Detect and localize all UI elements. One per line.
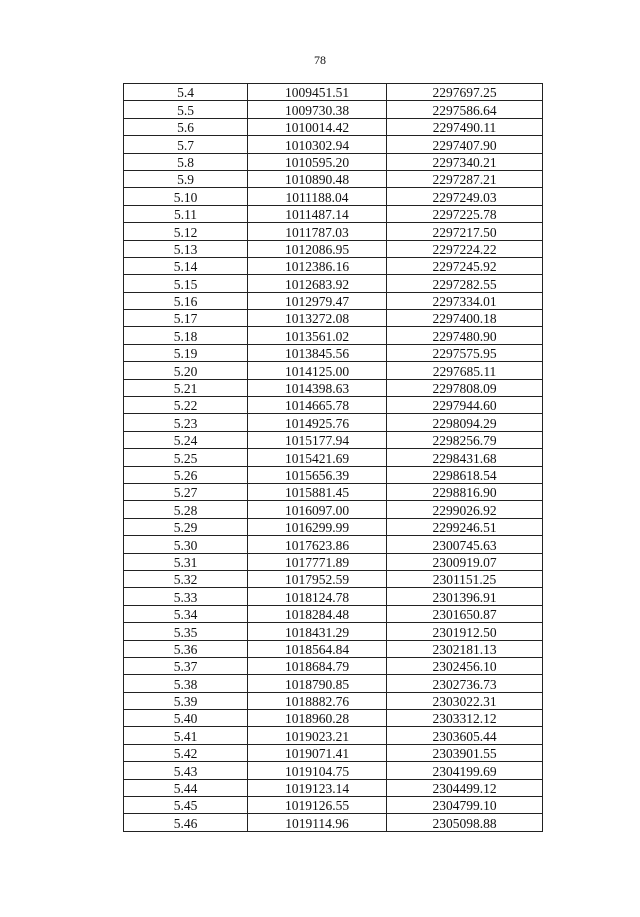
point-id-cell: 5.40 xyxy=(124,710,248,727)
point-id-cell: 5.30 xyxy=(124,536,248,553)
point-id-cell: 5.39 xyxy=(124,692,248,709)
table-row xyxy=(124,292,543,309)
y-coordinate-cell: 2298618.54 xyxy=(387,466,543,483)
point-id-cell: 5.18 xyxy=(124,327,248,344)
point-id-cell: 5.37 xyxy=(124,657,248,674)
x-coordinate-cell: 1014925.76 xyxy=(248,414,387,431)
table-row xyxy=(124,466,543,483)
y-coordinate-cell: 2297224.22 xyxy=(387,240,543,257)
table-row xyxy=(124,744,543,761)
table-row xyxy=(124,640,543,657)
table-row xyxy=(124,553,543,570)
point-id-cell: 5.46 xyxy=(124,814,248,831)
table-row xyxy=(124,257,543,274)
point-id-cell: 5.28 xyxy=(124,501,248,518)
x-coordinate-cell: 1010302.94 xyxy=(248,136,387,153)
y-coordinate-cell: 2297586.64 xyxy=(387,101,543,118)
x-coordinate-cell: 1018564.84 xyxy=(248,640,387,657)
point-id-cell: 5.34 xyxy=(124,605,248,622)
x-coordinate-cell: 1017771.89 xyxy=(248,553,387,570)
point-id-cell: 5.42 xyxy=(124,744,248,761)
x-coordinate-cell: 1015421.69 xyxy=(248,449,387,466)
x-coordinate-cell: 1015177.94 xyxy=(248,431,387,448)
x-coordinate-cell: 1010890.48 xyxy=(248,170,387,187)
x-coordinate-cell: 1012683.92 xyxy=(248,275,387,292)
point-id-cell: 5.33 xyxy=(124,588,248,605)
y-coordinate-cell: 2298816.90 xyxy=(387,483,543,500)
y-coordinate-cell: 2303022.31 xyxy=(387,692,543,709)
x-coordinate-cell: 1012979.47 xyxy=(248,292,387,309)
y-coordinate-cell: 2297249.03 xyxy=(387,188,543,205)
y-coordinate-cell: 2297685.11 xyxy=(387,362,543,379)
table-row xyxy=(124,657,543,674)
point-id-cell: 5.31 xyxy=(124,553,248,570)
point-id-cell: 5.17 xyxy=(124,310,248,327)
y-coordinate-cell: 2299026.92 xyxy=(387,501,543,518)
table-row xyxy=(124,240,543,257)
x-coordinate-cell: 1017952.59 xyxy=(248,570,387,587)
x-coordinate-cell: 1013561.02 xyxy=(248,327,387,344)
point-id-cell: 5.27 xyxy=(124,483,248,500)
table-row xyxy=(124,727,543,744)
point-id-cell: 5.43 xyxy=(124,762,248,779)
table-row xyxy=(124,310,543,327)
x-coordinate-cell: 1019071.41 xyxy=(248,744,387,761)
point-id-cell: 5.11 xyxy=(124,205,248,222)
y-coordinate-cell: 2303901.55 xyxy=(387,744,543,761)
x-coordinate-cell: 1019123.14 xyxy=(248,779,387,796)
y-coordinate-cell: 2300919.07 xyxy=(387,553,543,570)
table-row xyxy=(124,84,543,101)
table-row xyxy=(124,710,543,727)
point-id-cell: 5.20 xyxy=(124,362,248,379)
x-coordinate-cell: 1010014.42 xyxy=(248,118,387,135)
table-row xyxy=(124,223,543,240)
y-coordinate-cell: 2297575.95 xyxy=(387,344,543,361)
x-coordinate-cell: 1018882.76 xyxy=(248,692,387,709)
x-coordinate-cell: 1019114.96 xyxy=(248,814,387,831)
table-row xyxy=(124,588,543,605)
y-coordinate-cell: 2298094.29 xyxy=(387,414,543,431)
point-id-cell: 5.41 xyxy=(124,727,248,744)
table-row xyxy=(124,675,543,692)
x-coordinate-cell: 1013845.56 xyxy=(248,344,387,361)
table-row xyxy=(124,501,543,518)
x-coordinate-cell: 1018124.78 xyxy=(248,588,387,605)
table-row xyxy=(124,188,543,205)
point-id-cell: 5.35 xyxy=(124,623,248,640)
x-coordinate-cell: 1014665.78 xyxy=(248,397,387,414)
y-coordinate-cell: 2304499.12 xyxy=(387,779,543,796)
y-coordinate-cell: 2302456.10 xyxy=(387,657,543,674)
point-id-cell: 5.15 xyxy=(124,275,248,292)
point-id-cell: 5.9 xyxy=(124,170,248,187)
x-coordinate-cell: 1011487.14 xyxy=(248,205,387,222)
x-coordinate-cell: 1018960.28 xyxy=(248,710,387,727)
table-row xyxy=(124,397,543,414)
x-coordinate-cell: 1012386.16 xyxy=(248,257,387,274)
coordinates-table-body xyxy=(124,84,543,832)
table-row xyxy=(124,205,543,222)
table-row xyxy=(124,814,543,831)
point-id-cell: 5.6 xyxy=(124,118,248,135)
table-row xyxy=(124,570,543,587)
point-id-cell: 5.29 xyxy=(124,518,248,535)
table-row xyxy=(124,153,543,170)
y-coordinate-cell: 2297217.50 xyxy=(387,223,543,240)
x-coordinate-cell: 1014398.63 xyxy=(248,379,387,396)
table-row xyxy=(124,118,543,135)
x-coordinate-cell: 1013272.08 xyxy=(248,310,387,327)
y-coordinate-cell: 2297400.18 xyxy=(387,310,543,327)
x-coordinate-cell: 1017623.86 xyxy=(248,536,387,553)
table-row xyxy=(124,379,543,396)
y-coordinate-cell: 2301912.50 xyxy=(387,623,543,640)
y-coordinate-cell: 2297480.90 xyxy=(387,327,543,344)
x-coordinate-cell: 1012086.95 xyxy=(248,240,387,257)
point-id-cell: 5.45 xyxy=(124,797,248,814)
y-coordinate-cell: 2298431.68 xyxy=(387,449,543,466)
table-row xyxy=(124,605,543,622)
x-coordinate-cell: 1018684.79 xyxy=(248,657,387,674)
x-coordinate-cell: 1011188.04 xyxy=(248,188,387,205)
x-coordinate-cell: 1016299.99 xyxy=(248,518,387,535)
point-id-cell: 5.26 xyxy=(124,466,248,483)
y-coordinate-cell: 2303312.12 xyxy=(387,710,543,727)
table-row xyxy=(124,170,543,187)
table-row xyxy=(124,414,543,431)
x-coordinate-cell: 1009730.38 xyxy=(248,101,387,118)
y-coordinate-cell: 2299246.51 xyxy=(387,518,543,535)
point-id-cell: 5.14 xyxy=(124,257,248,274)
point-id-cell: 5.8 xyxy=(124,153,248,170)
table-row xyxy=(124,431,543,448)
y-coordinate-cell: 2297225.78 xyxy=(387,205,543,222)
y-coordinate-cell: 2297944.60 xyxy=(387,397,543,414)
y-coordinate-cell: 2301650.87 xyxy=(387,605,543,622)
point-id-cell: 5.12 xyxy=(124,223,248,240)
point-id-cell: 5.22 xyxy=(124,397,248,414)
point-id-cell: 5.10 xyxy=(124,188,248,205)
page-number: 78 xyxy=(314,53,326,67)
x-coordinate-cell: 1018431.29 xyxy=(248,623,387,640)
y-coordinate-cell: 2301396.91 xyxy=(387,588,543,605)
x-coordinate-cell: 1019023.21 xyxy=(248,727,387,744)
y-coordinate-cell: 2297245.92 xyxy=(387,257,543,274)
table-row xyxy=(124,327,543,344)
point-id-cell: 5.36 xyxy=(124,640,248,657)
y-coordinate-cell: 2298256.79 xyxy=(387,431,543,448)
table-row xyxy=(124,623,543,640)
table-row xyxy=(124,797,543,814)
table-row xyxy=(124,779,543,796)
table-row xyxy=(124,344,543,361)
point-id-cell: 5.32 xyxy=(124,570,248,587)
y-coordinate-cell: 2297407.90 xyxy=(387,136,543,153)
point-id-cell: 5.4 xyxy=(124,84,248,101)
point-id-cell: 5.23 xyxy=(124,414,248,431)
table-row xyxy=(124,362,543,379)
point-id-cell: 5.7 xyxy=(124,136,248,153)
x-coordinate-cell: 1019126.55 xyxy=(248,797,387,814)
point-id-cell: 5.21 xyxy=(124,379,248,396)
y-coordinate-cell: 2297287.21 xyxy=(387,170,543,187)
y-coordinate-cell: 2304799.10 xyxy=(387,797,543,814)
table-row xyxy=(124,483,543,500)
table-row xyxy=(124,449,543,466)
y-coordinate-cell: 2297490.11 xyxy=(387,118,543,135)
y-coordinate-cell: 2302181.13 xyxy=(387,640,543,657)
x-coordinate-cell: 1015656.39 xyxy=(248,466,387,483)
x-coordinate-cell: 1010595.20 xyxy=(248,153,387,170)
point-id-cell: 5.16 xyxy=(124,292,248,309)
x-coordinate-cell: 1015881.45 xyxy=(248,483,387,500)
point-id-cell: 5.25 xyxy=(124,449,248,466)
y-coordinate-cell: 2305098.88 xyxy=(387,814,543,831)
coordinates-table xyxy=(123,83,543,832)
y-coordinate-cell: 2303605.44 xyxy=(387,727,543,744)
point-id-cell: 5.5 xyxy=(124,101,248,118)
point-id-cell: 5.38 xyxy=(124,675,248,692)
y-coordinate-cell: 2297340.21 xyxy=(387,153,543,170)
y-coordinate-cell: 2302736.73 xyxy=(387,675,543,692)
x-coordinate-cell: 1011787.03 xyxy=(248,223,387,240)
y-coordinate-cell: 2297808.09 xyxy=(387,379,543,396)
point-id-cell: 5.19 xyxy=(124,344,248,361)
x-coordinate-cell: 1019104.75 xyxy=(248,762,387,779)
point-id-cell: 5.13 xyxy=(124,240,248,257)
x-coordinate-cell: 1014125.00 xyxy=(248,362,387,379)
x-coordinate-cell: 1009451.51 xyxy=(248,84,387,101)
table-row xyxy=(124,762,543,779)
point-id-cell: 5.24 xyxy=(124,431,248,448)
table-row xyxy=(124,275,543,292)
table-row xyxy=(124,536,543,553)
x-coordinate-cell: 1016097.00 xyxy=(248,501,387,518)
table-row xyxy=(124,518,543,535)
x-coordinate-cell: 1018790.85 xyxy=(248,675,387,692)
y-coordinate-cell: 2297697.25 xyxy=(387,84,543,101)
table-row xyxy=(124,692,543,709)
y-coordinate-cell: 2297334.01 xyxy=(387,292,543,309)
table-row xyxy=(124,136,543,153)
point-id-cell: 5.44 xyxy=(124,779,248,796)
y-coordinate-cell: 2304199.69 xyxy=(387,762,543,779)
table-row xyxy=(124,101,543,118)
x-coordinate-cell: 1018284.48 xyxy=(248,605,387,622)
y-coordinate-cell: 2300745.63 xyxy=(387,536,543,553)
y-coordinate-cell: 2301151.25 xyxy=(387,570,543,587)
y-coordinate-cell: 2297282.55 xyxy=(387,275,543,292)
